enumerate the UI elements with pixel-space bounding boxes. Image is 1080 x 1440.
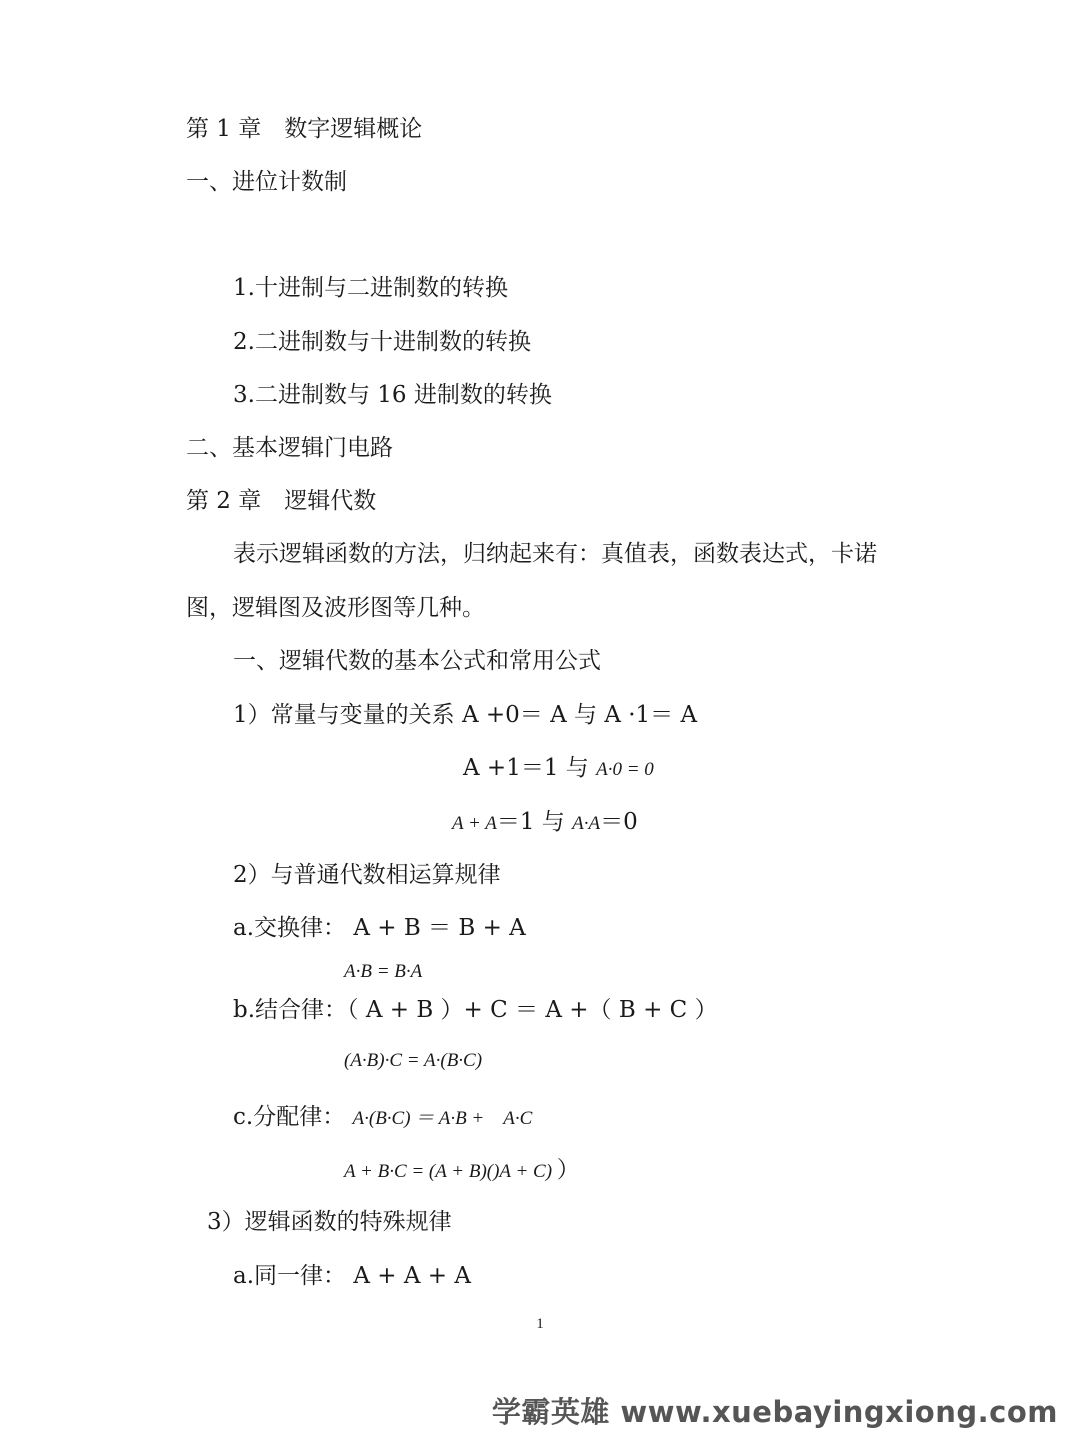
formula-a-times-not-a: A·A [572,813,601,834]
rule-special-laws: 3）逻辑函数的特殊规律 [207,1209,452,1235]
formula-complement-text: ＝1 与 [496,809,573,835]
law-distributive [233,1102,532,1134]
formula-a-plus-1 [463,753,654,785]
item-dec-to-bin: 1.十进制与二进制数的转换 [233,275,508,301]
law-distributive-or-formula: A + B·C = (A + B)()A + C) [344,1161,557,1182]
law-commutative: a.交换律： A + B ＝ B + A [233,915,526,941]
law-associative: b.结合律：（ A + B ）+ C ＝ A +（ B + C ） [233,997,718,1023]
item-bin-to-hex: 3.二进制数与 16 进制数的转换 [233,382,552,408]
rule-ordinary-algebra: 2）与普通代数相运算规律 [233,862,501,888]
formula-complement-result: ＝0 [600,809,638,835]
watermark: 学霸英雄 www.xuebayingxiong.com [491,1395,1058,1429]
law-distributive-or [344,1155,580,1187]
formula-complement [452,807,638,839]
law-identity: a.同一律： A + A + A [233,1263,471,1289]
law-distributive-or-paren: ） [556,1157,580,1183]
law-commutative-and: A·B = B·A [344,961,423,982]
item-bin-to-dec: 2.二进制数与十进制数的转换 [233,329,531,355]
rule-constants-variables: 1）常量与变量的关系 A +0＝ A 与 A ·1＝ A [233,702,698,728]
formula-a-plus-not-a: A + A [452,813,497,834]
chapter-1-title: 第 1 章 数字逻辑概论 [186,116,423,142]
paragraph-line-1: 表示逻辑函数的方法，归纳起来有：真值表，函数表达式，卡诺 [233,541,877,567]
law-associative-and: (A·B)·C = A·(B·C) [344,1050,483,1071]
section-logic-gates: 二、基本逻辑门电路 [186,435,393,461]
formula-a-times-0: A·0 = 0 [596,759,654,780]
subsection-basic-formulas: 一、逻辑代数的基本公式和常用公式 [233,648,601,674]
paragraph-line-2: 图，逻辑图及波形图等几种。 [186,595,485,621]
law-distributive-formula: A·(B·C) ＝ A·B + A·C [352,1108,533,1129]
law-distributive-label: c.分配律： [233,1104,353,1130]
section-number-systems: 一、进位计数制 [186,169,347,195]
chapter-2-title: 第 2 章 逻辑代数 [186,488,377,514]
formula-a-plus-1-text: A +1＝1 与 [463,755,597,781]
page-number: 1 [536,1316,544,1332]
